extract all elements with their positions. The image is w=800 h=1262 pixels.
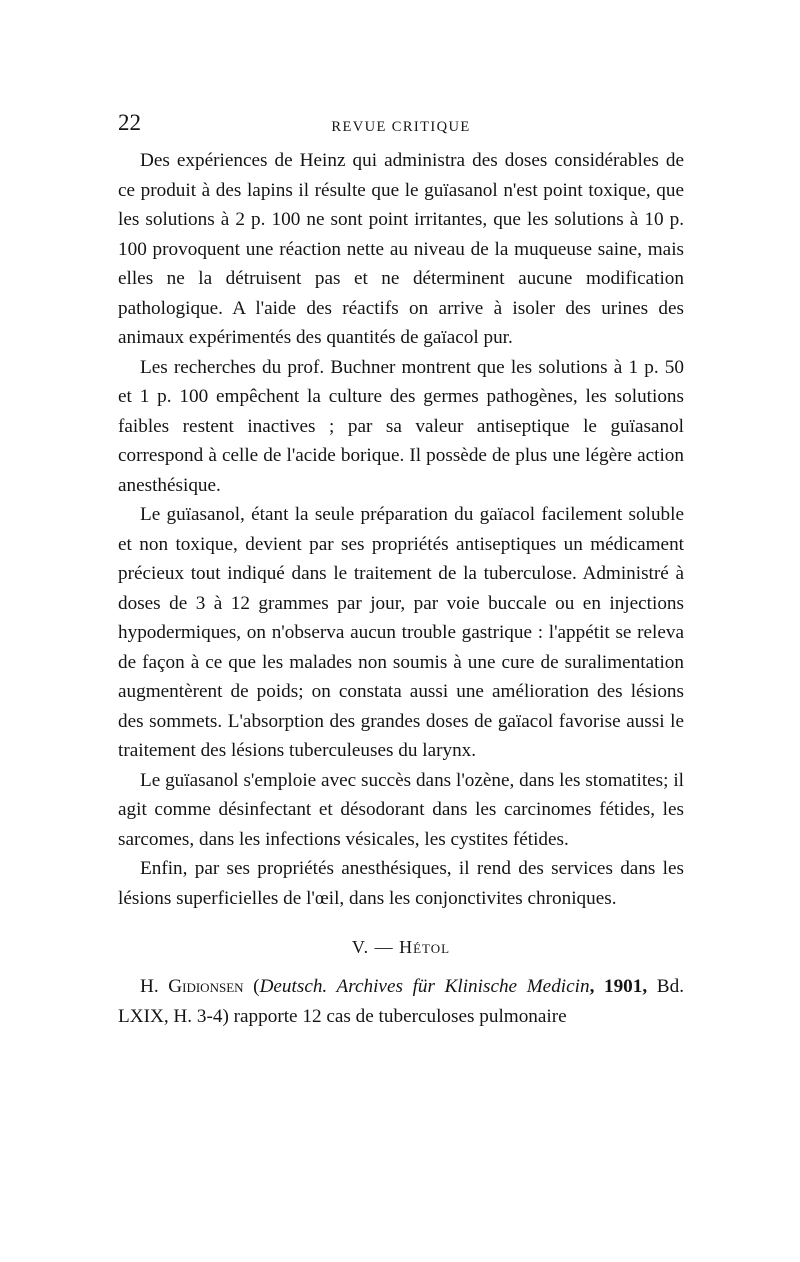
paragraph-1: Des expériences de Heinz qui administra des doses considérables de ce produit à des lapins il résulte que le guïasanol n'est point toxique, que les solutions à 2 p. 100 ne sont point irritantes, que les solutions à 10 p. 100 provoquent une réaction nette au niveau de la muqueuse saine, mais elles ne la détruisent pas et ne déterminent aucune modification pathologique. A l'aide des réactifs on arrive à isoler des urines des animaux expérimentés des quantités de gaïacol pur.: [118, 150, 684, 348]
paragraph-5: Enfin, par ses propriétés anesthésiques, il rend des services dans les lésions superficielles de l'œil, dans les conjonctivites chroniques.: [118, 858, 684, 909]
paragraph-4: Le guïasanol s'emploie avec succès dans l'ozène, dans les stomatites; il agit comme désinfectant et désodorant dans les carcinomes fétides, les sarcomes, dans les infections vésicales, les cystites fétides.: [118, 769, 684, 850]
journal-title: Deutsch. Archives für Klinische Medicin: [259, 976, 590, 997]
section-title: V. — Hétol: [351, 937, 451, 957]
journal-reference: Bd. LXIX, H. 3-4): [118, 976, 684, 1027]
paragraph-2: Les recherches du prof. Buchner montrent que les solutions à 1 p. 50 et 1 p. 100 empêchent la culture des germes pathogènes, les solutions faibles restent inactives ; par sa valeur antiseptique le guïasanol correspond à celle de l'acide borique. Il possède de plus une légère action anesthésique.: [118, 356, 684, 496]
page: [118, 110, 684, 1031]
page-number: 22: [118, 110, 141, 135]
author-name: H. Gidionsen: [140, 976, 244, 997]
paragraph-3: Le guïasanol, étant la seule préparation du gaïacol facilement soluble et non toxique, devient par ses propriétés antiseptiques un médicament précieux tout indiqué dans le traitement de la tuberculose. Administré à doses de 3 à 12 grammes par jour, par voie buccale ou en injections hypodermiques, on n'observa aucun trouble gastrique : l'appétit se releva de façon à ce que les malades non soumis à une cure de suralimentation augmentèrent de poids; on constata aussi une amélioration des lésions des sommets. L'absorption des grandes doses de gaïacol favorise aussi le traitement des lésions tuberculeuses du larynx.: [118, 504, 684, 761]
running-title: REVUE CRITIQUE: [331, 119, 471, 135]
paragraph-6: H. Gidionsen (Deutsch. Archives für Klinische Medicin, 1901, Bd. LXIX, H. 3-4) rapporte 12 cas de tuberculoses pulmonaire: [118, 976, 684, 1027]
page-header: [118, 110, 684, 146]
